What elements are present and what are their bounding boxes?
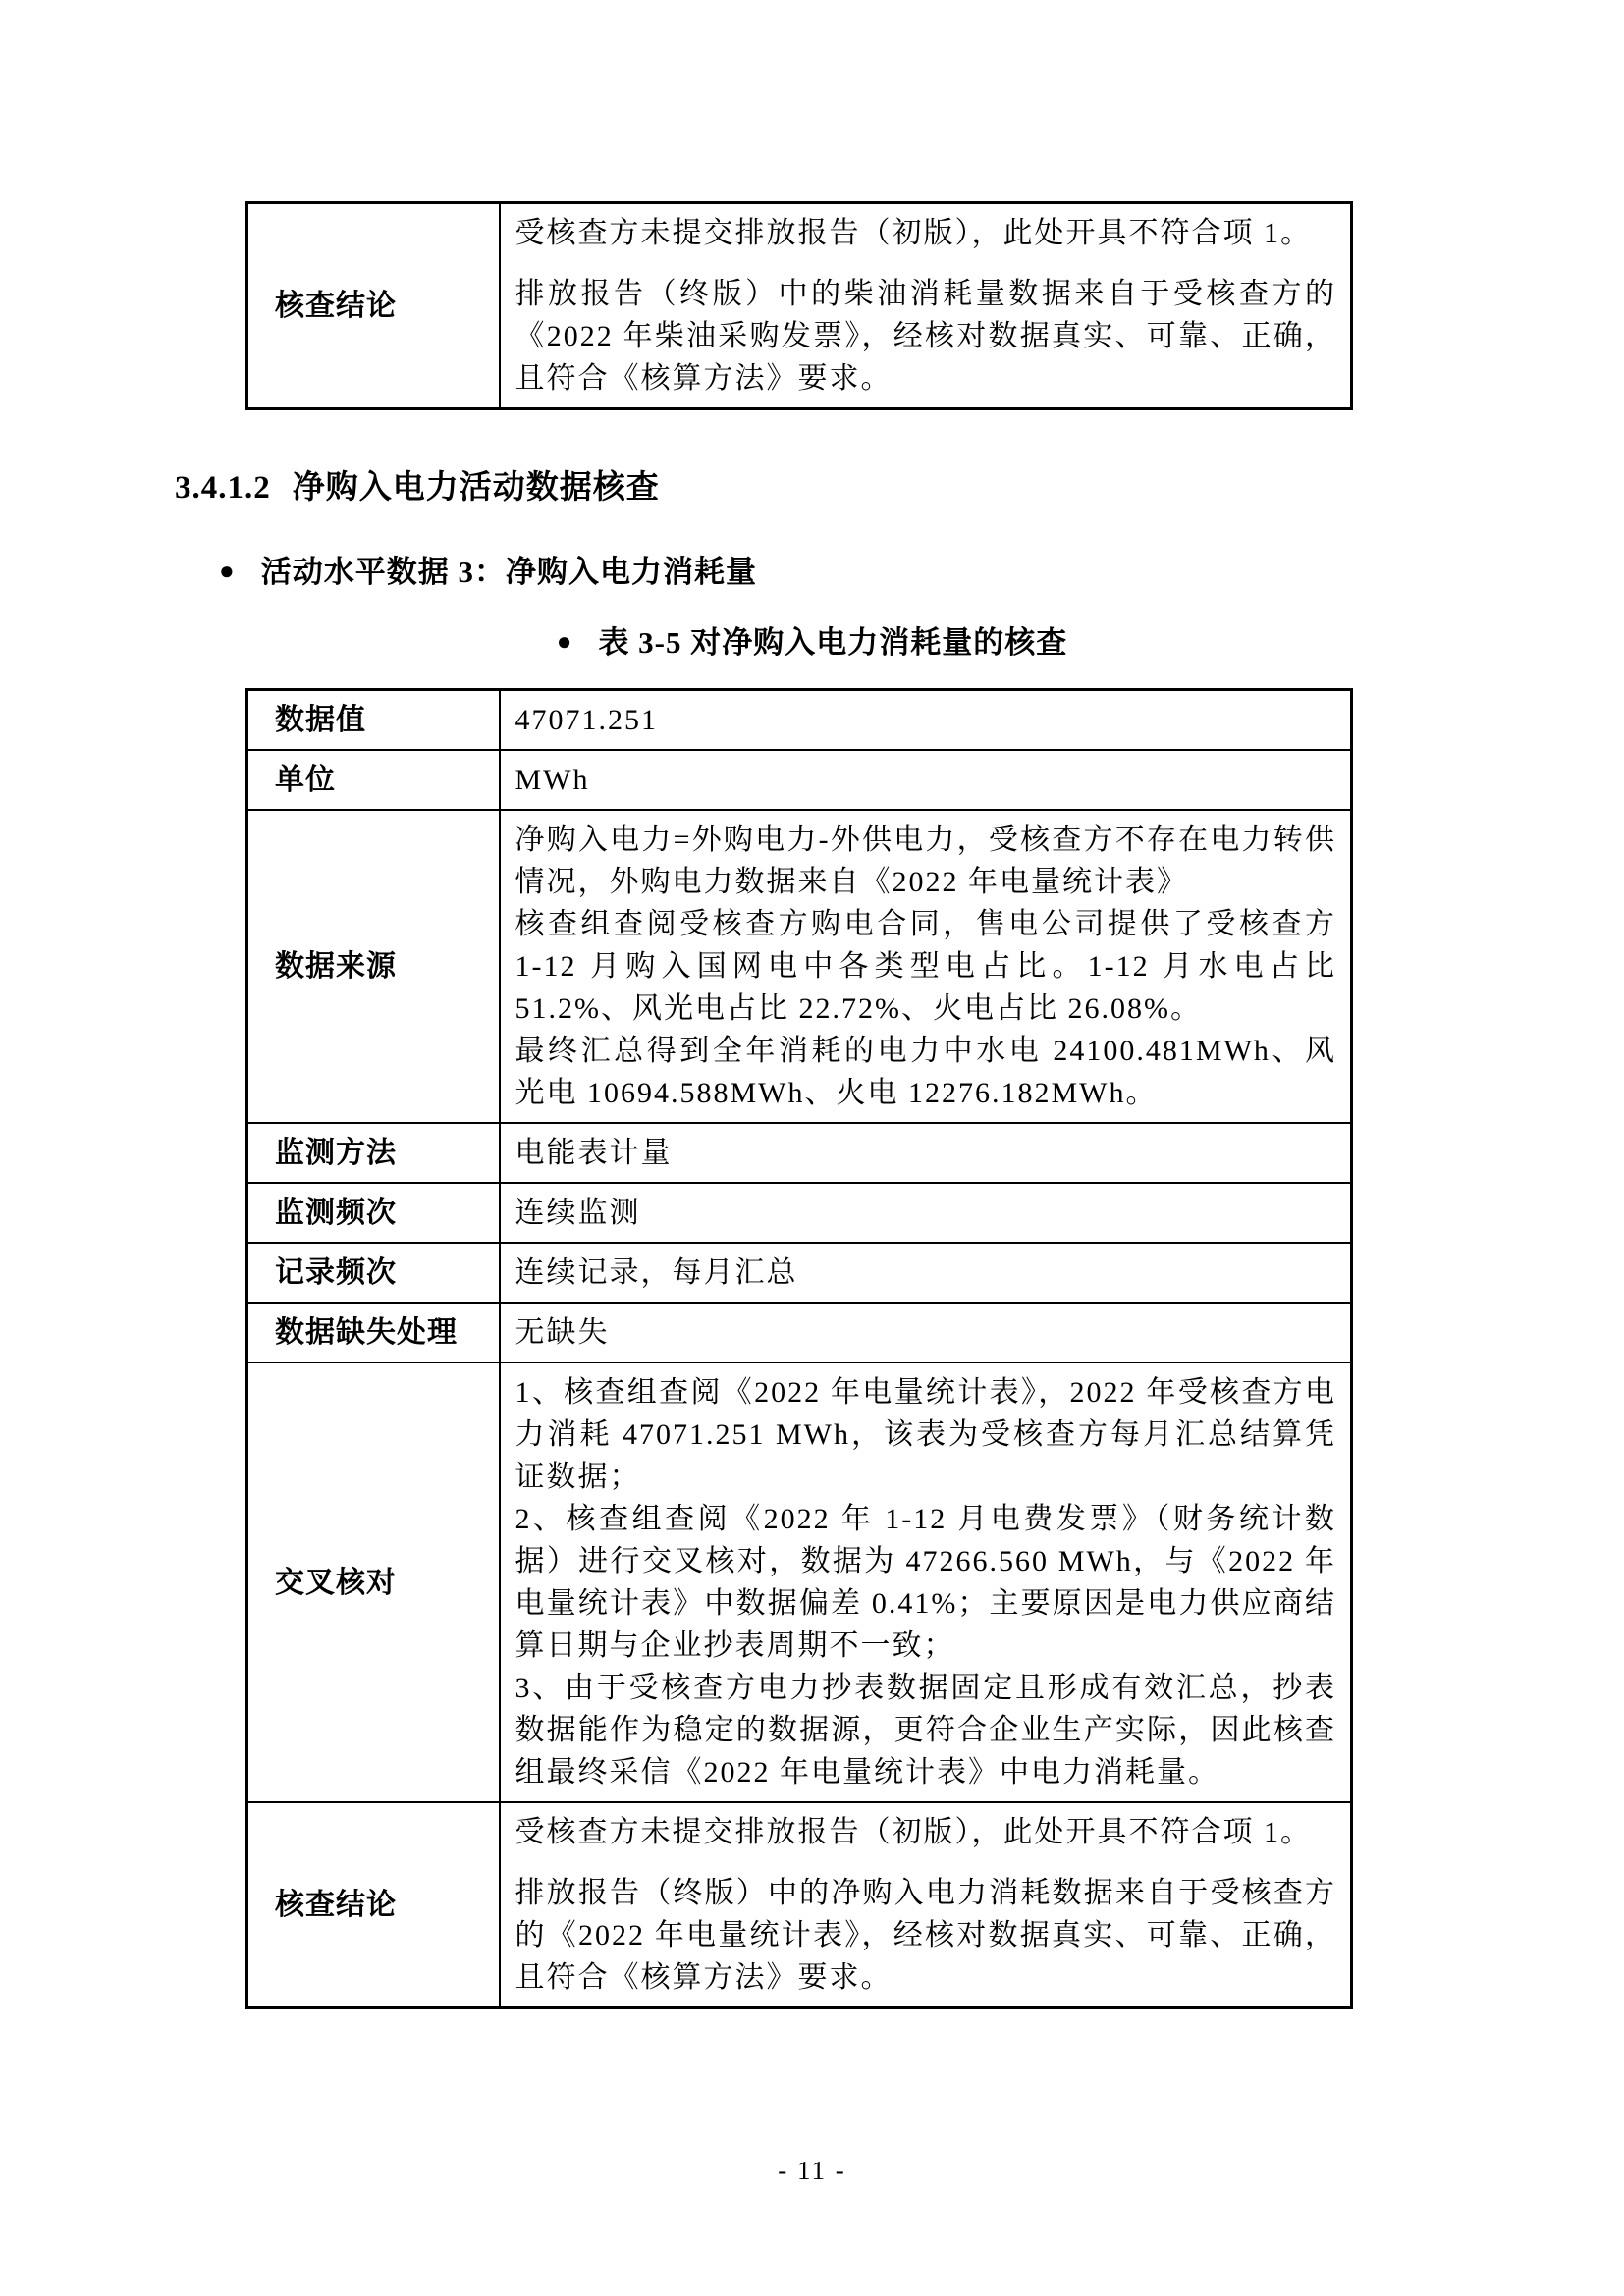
monitoring-method-value: 电能表计量 <box>514 1137 673 1169</box>
table-row-record-frequency <box>247 1243 1352 1303</box>
data-value: 47071.251 <box>514 704 658 736</box>
table-row <box>247 203 1352 409</box>
row-content <box>500 750 1352 810</box>
table-row-monitoring-frequency <box>247 1183 1352 1243</box>
paragraph: 最终汇总得到全年消耗的电力中水电 24100.481MWh、风光电 10694.588MWh、火电 12276.182MWh。 <box>514 1035 1336 1109</box>
row-label: 数据值 <box>247 690 500 751</box>
table-row-missing-data-handling <box>247 1303 1352 1362</box>
table-row-cross-check <box>247 1362 1352 1802</box>
row-content <box>500 1243 1352 1303</box>
activity-data-bullet <box>219 547 1624 591</box>
monitoring-frequency-value: 连续监测 <box>514 1197 641 1229</box>
table-row-data-value <box>247 690 1352 751</box>
section-heading <box>175 461 1624 507</box>
row-content <box>500 1362 1352 1802</box>
row-content <box>500 690 1352 751</box>
row-label: 核查结论 <box>247 1802 500 2008</box>
table-row-data-source <box>247 810 1352 1123</box>
bullet-icon: ● <box>219 557 236 585</box>
table-row-monitoring-method <box>247 1123 1352 1183</box>
page-number: - 11 - <box>778 2156 846 2185</box>
row-label: 数据来源 <box>247 810 500 1123</box>
row-label: 监测方法 <box>247 1123 500 1183</box>
paragraph: 核查组查阅受核查方购电合同，售电公司提供了受核查方 1-12 月购入国网电中各类型电占比。1-12 月水电占比 51.2%、风光电占比 22.72%、火电占比 26.08%。 <box>514 908 1336 1025</box>
row-label: 数据缺失处理 <box>247 1303 500 1362</box>
paragraph: 排放报告（终版）中的柴油消耗量数据来自于受核查方的《2022 年柴油采购发票》，经核对数据真实、可靠、正确，且符合《核算方法》要求。 <box>514 278 1336 395</box>
paragraph: 1、核查组查阅《2022 年电量统计表》，2022 年受核查方电力消耗 47071.251 MWh，该表为受核查方每月汇总结算凭证数据； <box>514 1376 1336 1493</box>
row-content <box>500 1303 1352 1362</box>
table-caption-text: 表 3-5 对净购入电力消耗量的核查 <box>598 625 1068 660</box>
paragraph: 净购入电力=外购电力-外供电力，受核查方不存在电力转供情况，外购电力数据来自《2022 年电量统计表》 <box>514 824 1336 898</box>
paragraph: 受核查方未提交排放报告（初版），此处开具不符合项 1。 <box>514 217 1312 249</box>
section-title: 净购入电力活动数据核查 <box>292 470 660 506</box>
activity-bullet-text: 活动水平数据 3：净购入电力消耗量 <box>260 555 757 589</box>
row-label: 核查结论 <box>247 203 500 409</box>
record-frequency-value: 连续记录，每月汇总 <box>514 1256 798 1289</box>
paragraph: 排放报告（终版）中的净购入电力消耗数据来自于受核查方的《2022 年电量统计表》，经核对数据真实、可靠、正确，且符合《核算方法》要求。 <box>514 1877 1336 1994</box>
electricity-verification-table <box>245 688 1353 2009</box>
paragraph: 3、由于受核查方电力抄表数据固定且形成有效汇总，抄表数据能作为稳定的数据源，更符合企业生产实际，因此核查组最终采信《2022 年电量统计表》中电力消耗量。 <box>514 1672 1336 1789</box>
row-label: 单位 <box>247 750 500 810</box>
paragraph: 受核查方未提交排放报告（初版），此处开具不符合项 1。 <box>514 1816 1312 1848</box>
row-label: 记录频次 <box>247 1243 500 1303</box>
row-content <box>500 203 1352 409</box>
bullet-icon: ● <box>556 627 573 656</box>
section-number: 3.4.1.2 <box>175 470 271 506</box>
row-label: 监测频次 <box>247 1183 500 1243</box>
row-content <box>500 810 1352 1123</box>
row-content <box>500 1802 1352 2008</box>
row-content <box>500 1123 1352 1183</box>
row-label: 交叉核对 <box>247 1362 500 1802</box>
unit-value: MWh <box>514 764 590 796</box>
diesel-verification-conclusion-table <box>245 201 1353 410</box>
row-content <box>500 1183 1352 1243</box>
table-row-unit <box>247 750 1352 810</box>
paragraph: 2、核查组查阅《2022 年 1-12 月电费发票》（财务统计数据）进行交叉核对，数据为 47266.560 MWh，与《2022 年电量统计表》中数据偏差 0.41%；主要原因是电力供应商结算日期与企业抄表周期不一致； <box>514 1503 1336 1662</box>
table-row-verification-conclusion <box>247 1802 1352 2008</box>
missing-data-value: 无缺失 <box>514 1316 610 1349</box>
table-caption <box>0 617 1624 662</box>
